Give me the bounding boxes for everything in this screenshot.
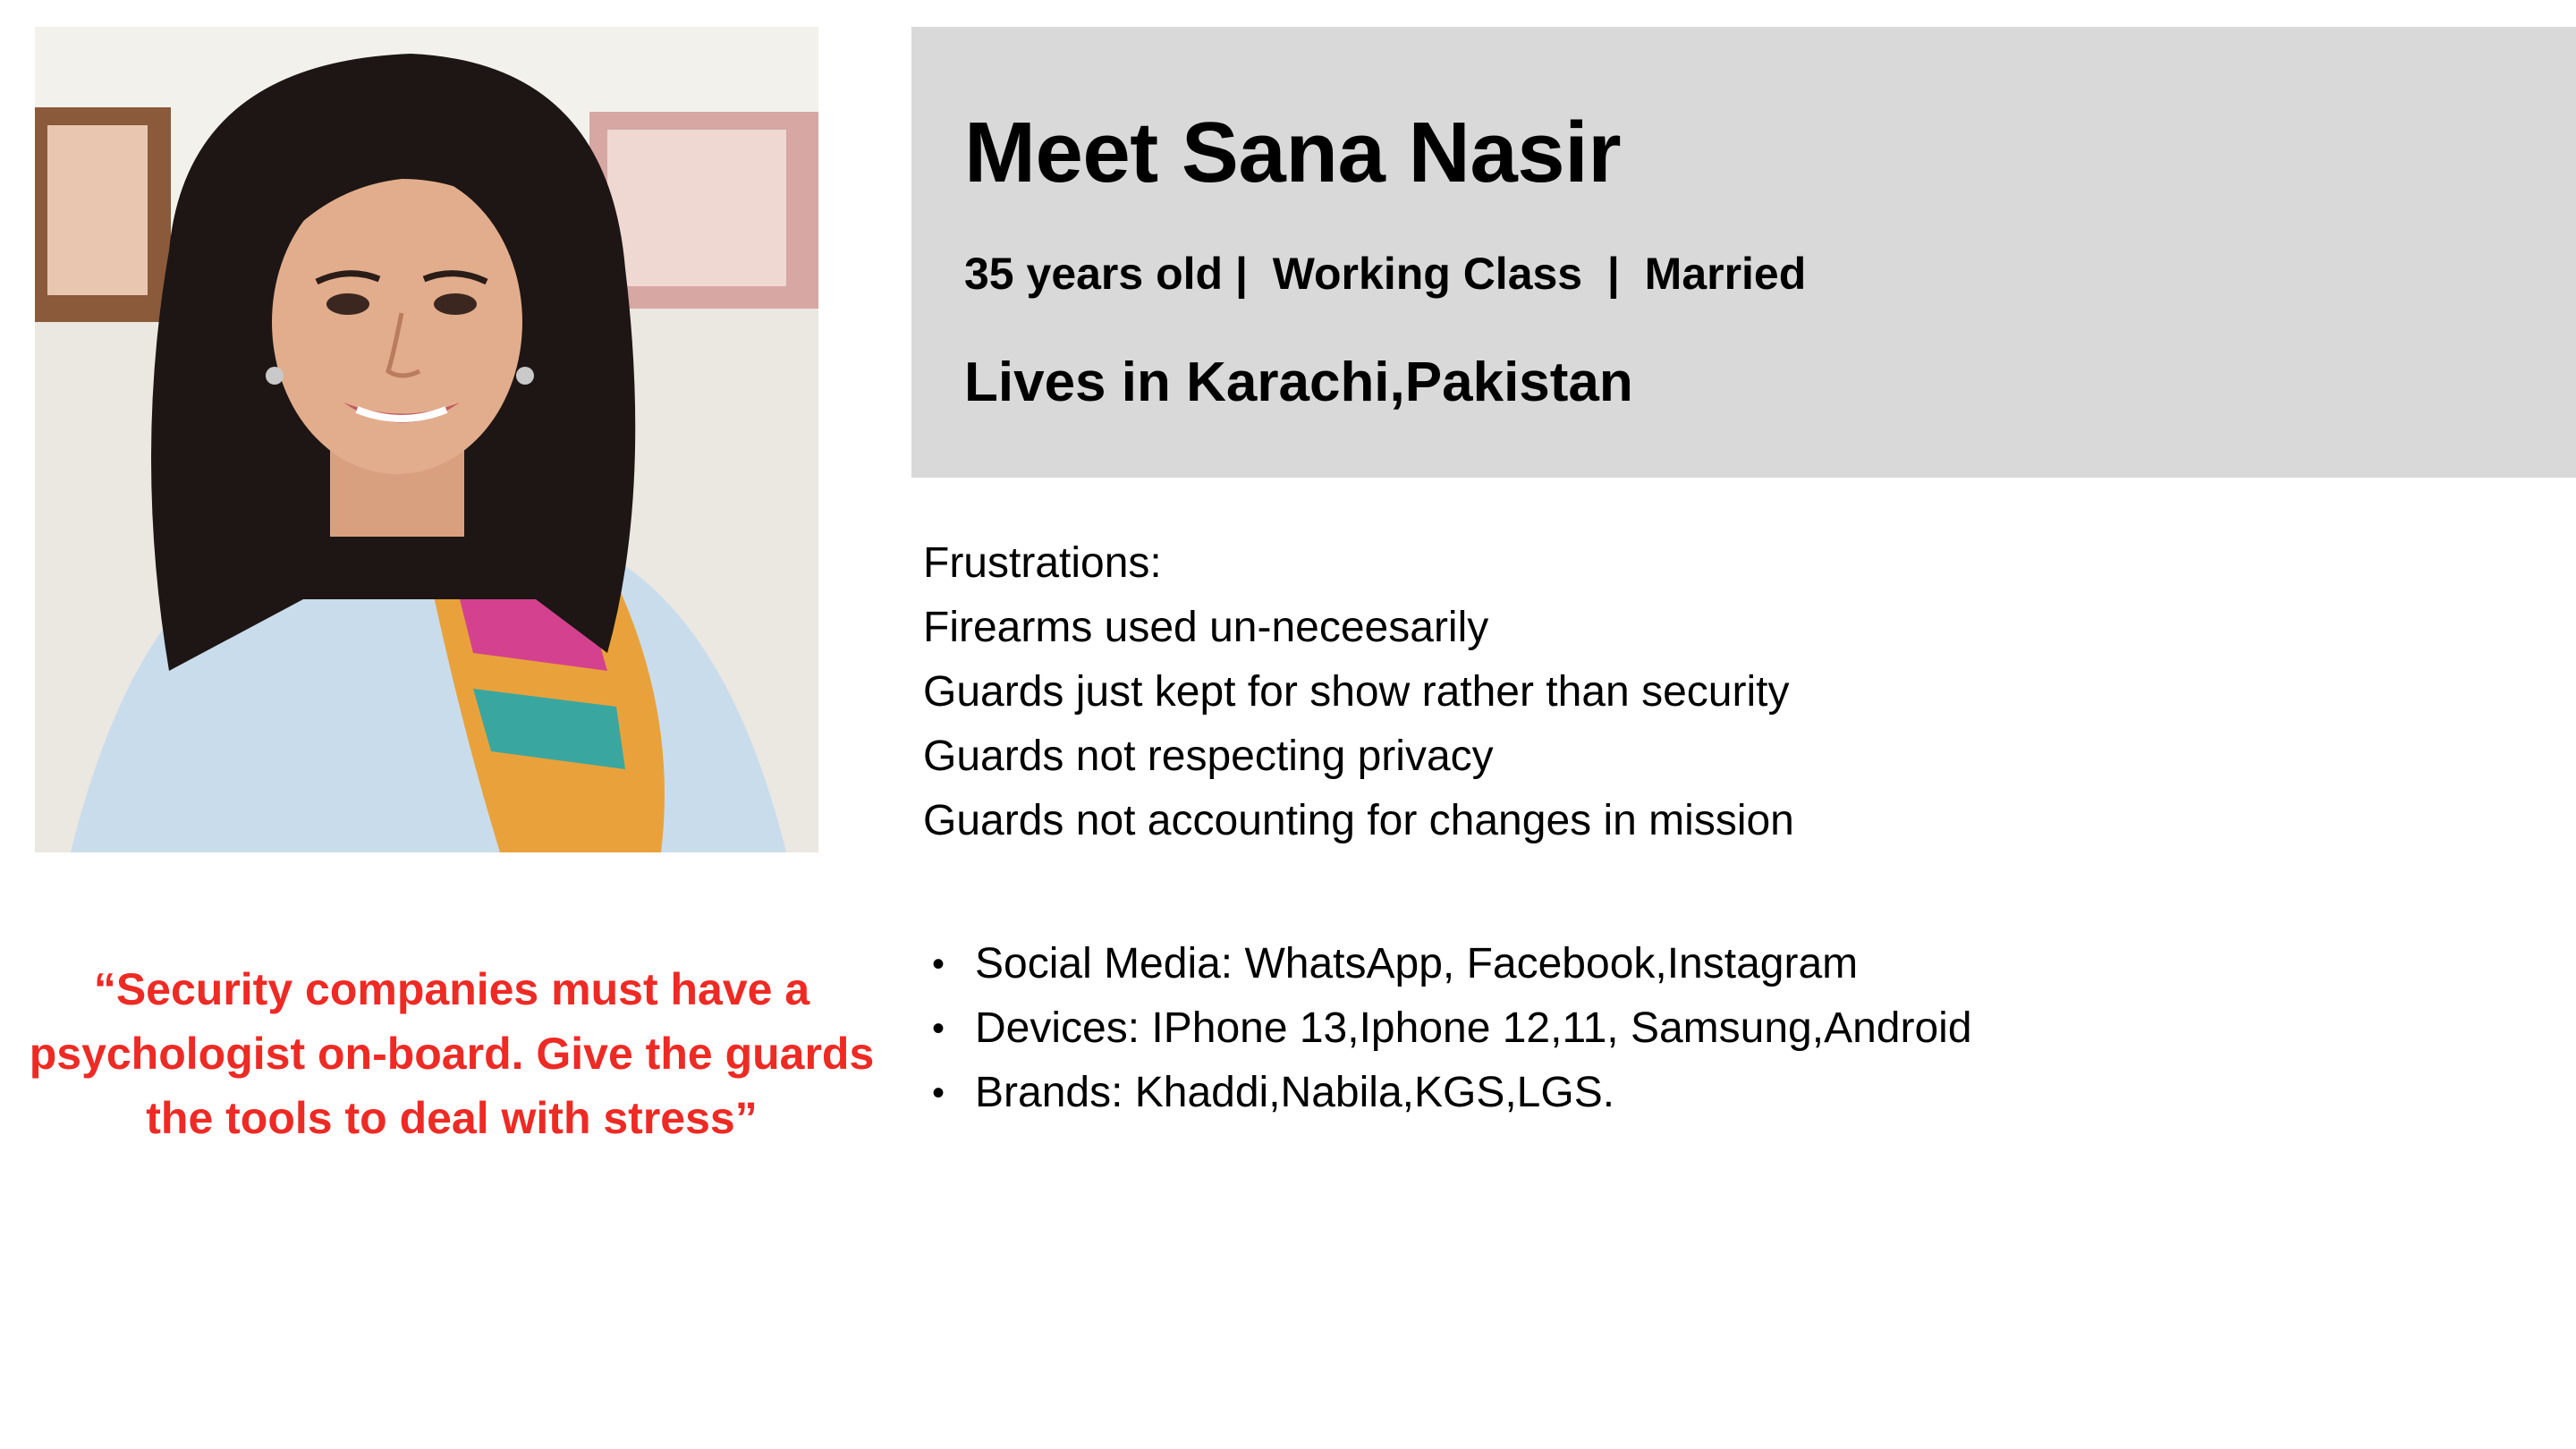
bullet-icon: • [932, 945, 945, 984]
persona-details-list [932, 932, 1972, 1125]
persona-location: Lives in Karachi,Pakistan [964, 352, 1633, 413]
frustration-item: Guards not accounting for changes in mission [923, 797, 1794, 844]
detail-text: Devices: IPhone 13,Iphone 12,11, Samsung,Android [975, 1004, 1972, 1052]
frustration-item: Guards just kept for show rather than security [923, 668, 1790, 716]
frustrations-list [923, 531, 1794, 853]
frustrations-heading: Frustrations: [923, 539, 1162, 587]
persona-photo [35, 27, 818, 852]
frustration-item: Guards not respecting privacy [923, 733, 1494, 780]
persona-name: Meet Sana Nasir [964, 105, 1622, 200]
persona-quote: “Security companies must have a psychologist on-board. Give the guards the tools to deal with stress” [29, 964, 875, 1143]
detail-brands [932, 1061, 1972, 1125]
persona-demographics: 35 years old | Working Class | Married [964, 249, 1807, 299]
detail-social-media [932, 932, 1972, 996]
detail-text: Brands: Khaddi,Nabila,KGS,LGS. [975, 1069, 1615, 1116]
detail-devices [932, 996, 1972, 1061]
frustration-item: Firearms used un-neceesarily [923, 604, 1489, 651]
persona-header-panel [911, 27, 2576, 478]
portrait-illustration [35, 27, 818, 852]
detail-text: Social Media: WhatsApp, Facebook,Instagram [975, 940, 1859, 987]
bullet-icon: • [932, 1073, 945, 1113]
bullet-icon: • [932, 1009, 945, 1048]
